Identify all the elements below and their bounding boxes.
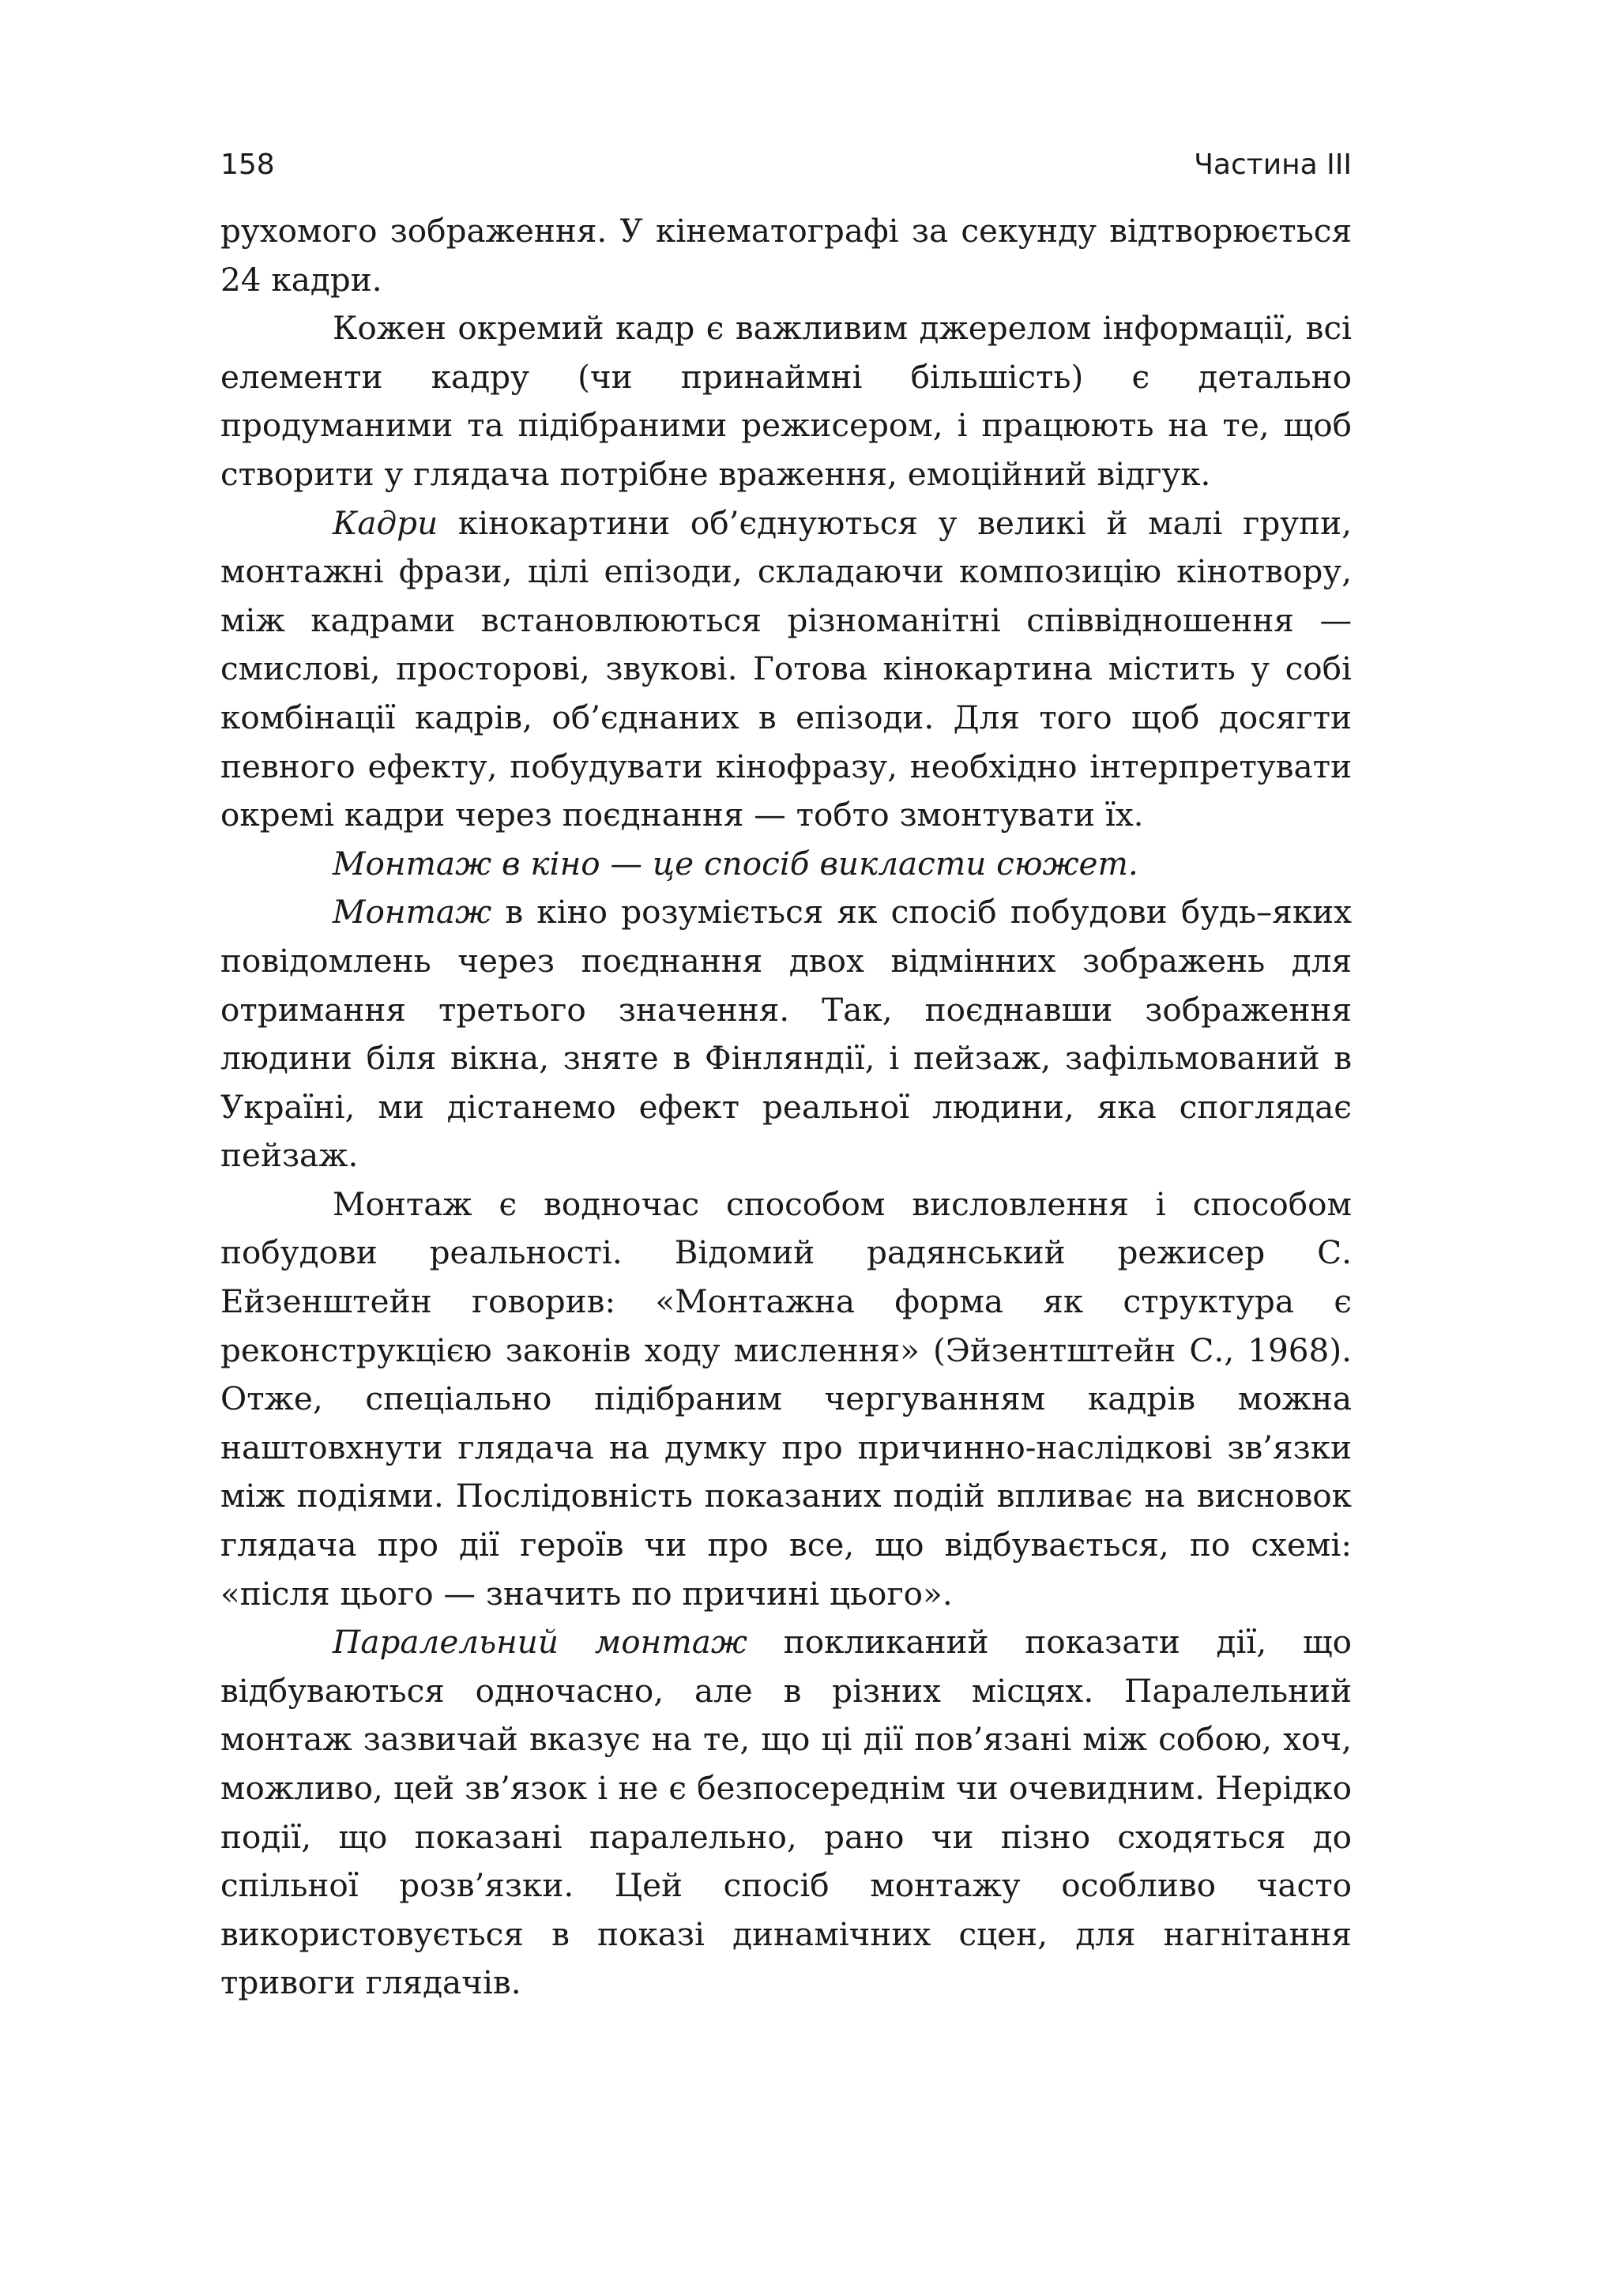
italic-term: Кадри <box>333 503 438 542</box>
running-head <box>220 149 1352 196</box>
text-segment: в кіно розуміється як спосіб побудови будь–яких повідомлень через поєднання двох відмінних зображень для отримання третього значення. Так, поєднавши зображення людини біля вікна, зняте в Фінляндії, і пейзаж, зафільмований в Україні, ми дістанемо ефект реальної людини, яка споглядає пейзаж. <box>220 893 1352 1175</box>
paragraph <box>220 304 1352 499</box>
paragraph <box>220 1180 1352 1618</box>
paragraph <box>220 499 1352 840</box>
paragraph <box>220 888 1352 1180</box>
text-segment: Кожен окремий кадр є важливим джерелом інформації, всі елементи кадру (чи принаймні більшість) є детально продуманими та підібраними режисером, і працюють на те, щоб створити у глядача потрібне враження, емоційний відгук. <box>220 309 1352 493</box>
text-segment: Монтаж є водночас способом висловлення і способом побудови реальності. Відомий радянський режисер С. Ейзенштейн говорив: «Монтажна форма як структура є реконструкцією законів ходу мислення» (Эйзентштейн С., 1968). Отже, спеціально підібраним чергуванням кадрів можна наштовхнути глядача на думку про причинно-наслідкові зв’язки між подіями. Послідовність показаних подій впливає на висновок глядача про дії героїв чи про все, що відбувається, по схемі: «після цього — значить по причині цього». <box>220 1184 1352 1613</box>
section-title: Частина ІІІ <box>1194 149 1352 181</box>
page-number: 158 <box>220 149 275 181</box>
paragraph <box>220 840 1352 889</box>
text-segment: покликаний показати дії, що відбуваються одночасно, але в різних місцях. Паралельний монтаж зазвичай вказує на те, що ці дії пов’язані між собою, хоч, можливо, цей зв’язок і не є безпосереднім чи очевидним. Нерідко події, що показані паралельно, рано чи пізно сходяться до спільної розв’язки. Цей спосіб монтажу особливо часто використовується в показі динамічних сцен, для нагнітання тривоги глядачів. <box>220 1623 1352 2002</box>
text-segment: кінокартини об’єднуються у великі й малі групи, монтажні фрази, цілі епізоди, складаючи композицію кінотвору, між кадрами встановлюються різноманітні співвідношення — смислові, просторові, звукові. Готова кінокартина містить у собі комбінації кадрів, об’єднаних в епізоди. Для того щоб досягти певного ефекту, побудувати кінофразу, необхідно інтерпретувати окремі кадри через поєднання — тобто змонтувати їх. <box>220 503 1352 834</box>
text-segment: рухомого зображення. У кінематографі за секунду відтворюється 24 кадри. <box>220 212 1352 299</box>
paragraph <box>220 1618 1352 2008</box>
italic-term: Монтаж <box>333 893 492 932</box>
paragraph <box>220 207 1352 304</box>
italic-definition: Монтаж в кіно — це спосіб викласти сюжет. <box>333 844 1138 883</box>
body-text <box>220 207 1352 2008</box>
italic-term: Паралельний монтаж <box>333 1623 747 1662</box>
